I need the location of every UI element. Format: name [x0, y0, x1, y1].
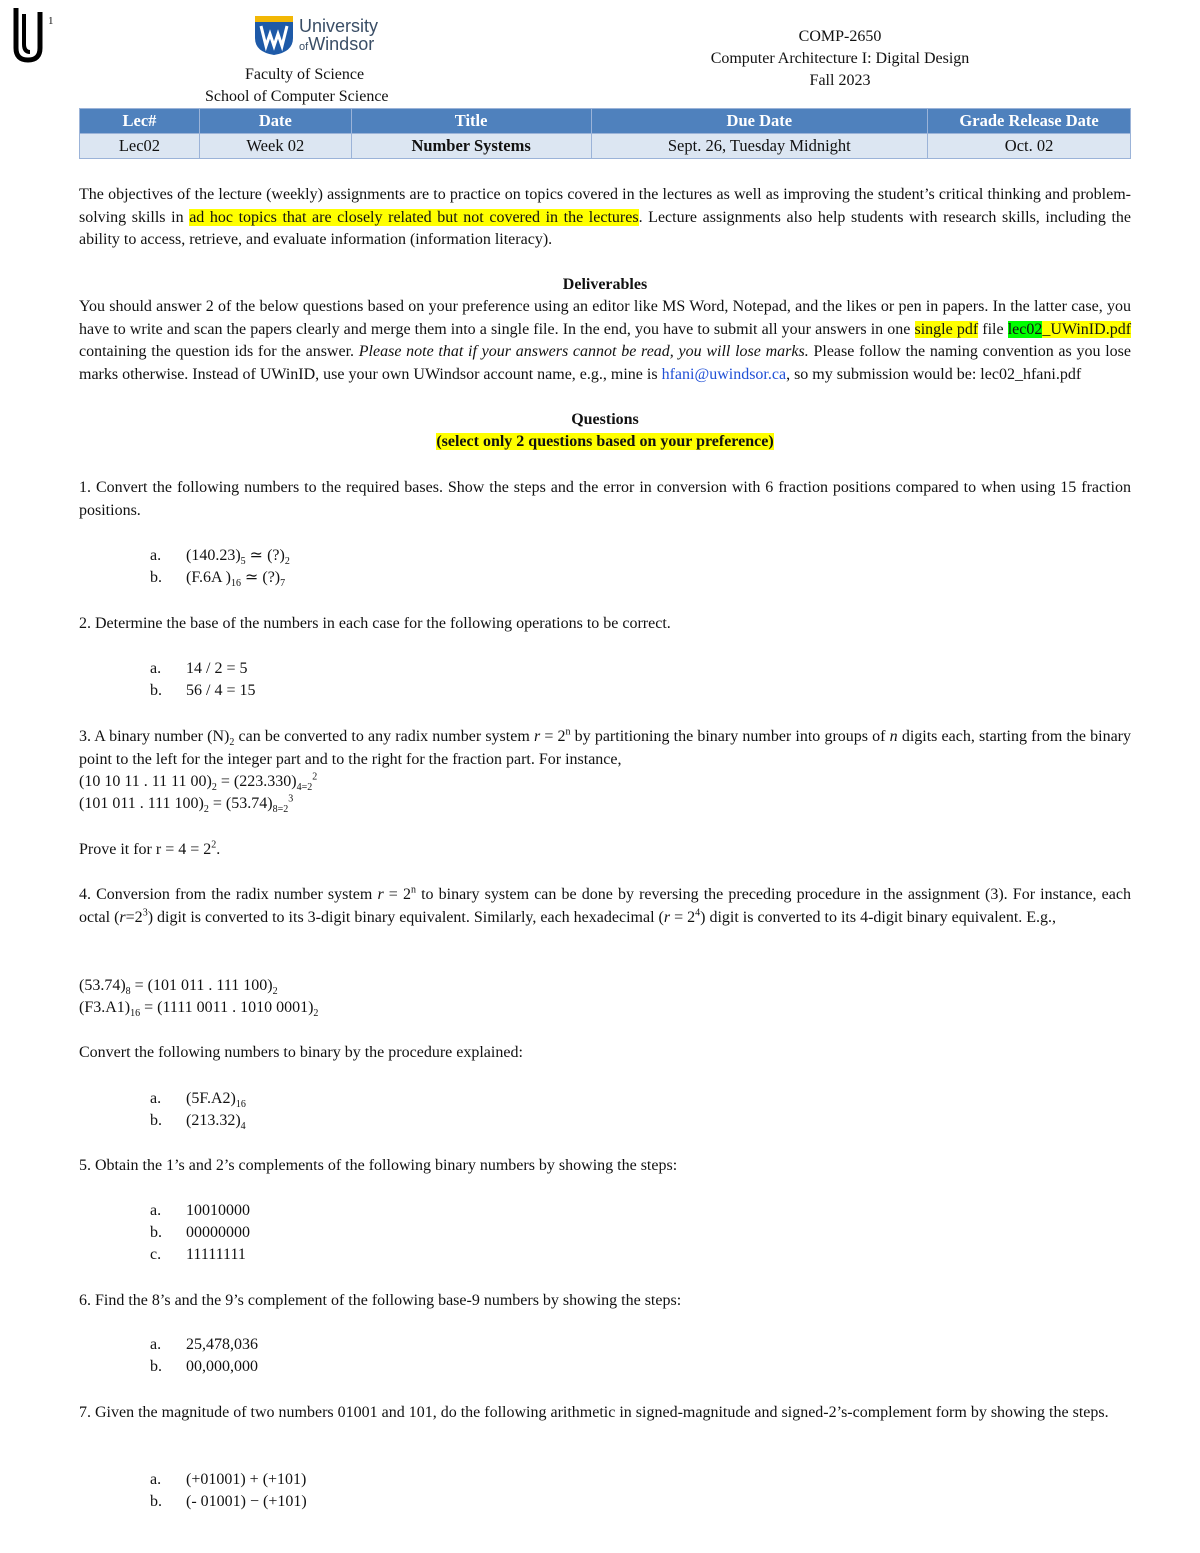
q4-item-a: a. $(5F.A2)_{16}$ [150, 1090, 246, 1111]
cell-lec: Lec02 [80, 134, 200, 159]
logo-line1: University [299, 16, 379, 36]
q2-item-a: a. 14 / 2 = 5 [150, 660, 248, 677]
cell-grade-release: Oct. 02 [928, 134, 1131, 159]
header-grade-release: Grade Release Date [928, 109, 1131, 134]
assignment-info-table [79, 108, 1131, 159]
deliverables-paragraph: You should answer 2 of the below questions based on your preference using an editor like MS Word, Notepad, and the likes or pen in papers. In the latter case, you have to write and scan the papers clearly and merge them into a single file. In the end, you have to submit all your answers in one single pdf file lec02_UWinID.pdf containing the question ids for the answer. Please note that if your answers cannot be read, you will lose marks. Please follow the naming convention as you lose marks otherwise. Instead of UWinID, use your own UWindsor account name, e.g., mine is hfani@uwindsor.ca, so my submission would be: lec02_hfani.pdf [79, 298, 1132, 383]
q6-item-b: b. 00,000,000 [150, 1358, 258, 1375]
header-due-date: Due Date [591, 109, 928, 134]
q7-item-b: b. (- 01001) − (+101) [150, 1493, 307, 1510]
logo-line2-small: of [299, 41, 309, 53]
q7-item-a: a. (+01001) + (+101) [150, 1471, 307, 1488]
course-name: Computer Architecture I: Digital Design [710, 50, 970, 67]
question-3: 3. A binary number $(N)_2$ can be converted to any radix number system $r = 2^n$ by partitioning the binary number into groups of n digits each, starting from the binary point to the left for the integer part and to the right for the fraction part. For instance, [79, 726, 1132, 768]
email-link[interactable]: hfani@uwindsor.ca [661, 365, 787, 383]
questions-title: Questions [571, 411, 639, 428]
objectives-highlight: ad hoc topics that are closely related but not covered in the lectures [189, 208, 639, 226]
header-date: Date [199, 109, 351, 134]
q1-item-a: a. $(140.23)_5$ ≃ $(?)_2$ [150, 547, 290, 568]
page-number: 1 [48, 15, 54, 27]
binder-clip-icon [8, 4, 48, 64]
table-header-row [80, 109, 1131, 134]
course-code: COMP-2650 [798, 28, 882, 45]
faculty-name: Faculty of Science [245, 66, 365, 83]
q2-item-b: b. 56 / 4 = 15 [150, 682, 256, 699]
q5-item-a: a. 10010000 [150, 1202, 250, 1219]
q4-example-1: $(53.74)_8 = (101$ 011 . 111 $100)_2$ [79, 977, 278, 998]
q3-prove: Prove it for $r = 4 = 2^2$. [79, 839, 221, 858]
school-name: School of Computer Science [205, 88, 389, 105]
question-7: 7. Given the magnitude of two numbers 01001 and 101, do the following arithmetic in signed-magnitude and signed-2’s-complement form by showing the steps. [79, 1404, 1109, 1421]
cell-due-date: Sept. 26, Tuesday Midnight [591, 134, 928, 159]
q3-example-2: (101 011 . 111 $100)_2 = (53.74)_{8=2}^3$ [79, 793, 294, 816]
shield-icon [253, 14, 295, 56]
question-4: 4. Conversion from the radix number system $r = 2^n$ to binary system can be done by reversing the preceding procedure in the assignment (3). For instance, each octal $(r=2^3)$ digit is converted to its 3-digit binary equivalent. Similarly, each hexadecimal $(r = 2^4)$ digit is converted to its 4-digit binary equivalent. E.g., [79, 884, 1131, 926]
question-5: 5. Obtain the 1’s and 2’s complements of the following binary numbers by showing the steps: [79, 1157, 678, 1174]
q4-item-b: b. $(213.32)_4$ [150, 1112, 246, 1133]
q5-item-c: c. 11111111 [150, 1246, 246, 1263]
question-6: 6. Find the 8’s and the 9’s complement of the following base-9 numbers by showing the steps: [79, 1292, 682, 1309]
header-title: Title [351, 109, 591, 134]
cell-title: Number Systems [351, 134, 591, 159]
header-lec: Lec# [80, 109, 200, 134]
q4-instruction: Convert the following numbers to binary by the procedure explained: [79, 1044, 523, 1061]
question-1: 1. Convert the following numbers to the required bases. Show the steps and the error in conversion with 6 fraction positions compared to when using 15 fraction positions. [79, 479, 1131, 519]
q5-item-b: b. 00000000 [150, 1224, 250, 1241]
q3-example-1: (10 10 11 . 11 11 $00)_2 = (223.330)_{4=2}^2$ [79, 771, 318, 794]
logo-line2: Windsor [308, 34, 375, 54]
university-logo [253, 14, 383, 56]
deliverables-title: Deliverables [562, 276, 648, 293]
q6-item-a: a. 25,478,036 [150, 1336, 258, 1353]
q4-example-2: $(F3.A1)_{16} = (1111$ 0011 . 1010 $0001)_2$ [79, 999, 319, 1020]
q1-item-b: b. (F.6A )$_{16}$ ≃ $(?)_7$ [150, 569, 286, 590]
question-2: 2. Determine the base of the numbers in each case for the following operations to be correct. [79, 615, 671, 632]
questions-subtitle: (select only 2 questions based on your preference) [436, 433, 774, 450]
cell-date: Week 02 [199, 134, 351, 159]
table-row [80, 134, 1131, 159]
course-term: Fall 2023 [809, 72, 871, 89]
objectives-paragraph: The objectives of the lecture (weekly) assignments are to practice on topics covered in the lectures as well as improving the student’s critical thinking and problem-solving skills in ad hoc topics that are closely related but not covered in the lectures. Lecture assignments also help students with research skills, including the ability to access, retrieve, and evaluate information (information literacy). [79, 186, 1131, 248]
